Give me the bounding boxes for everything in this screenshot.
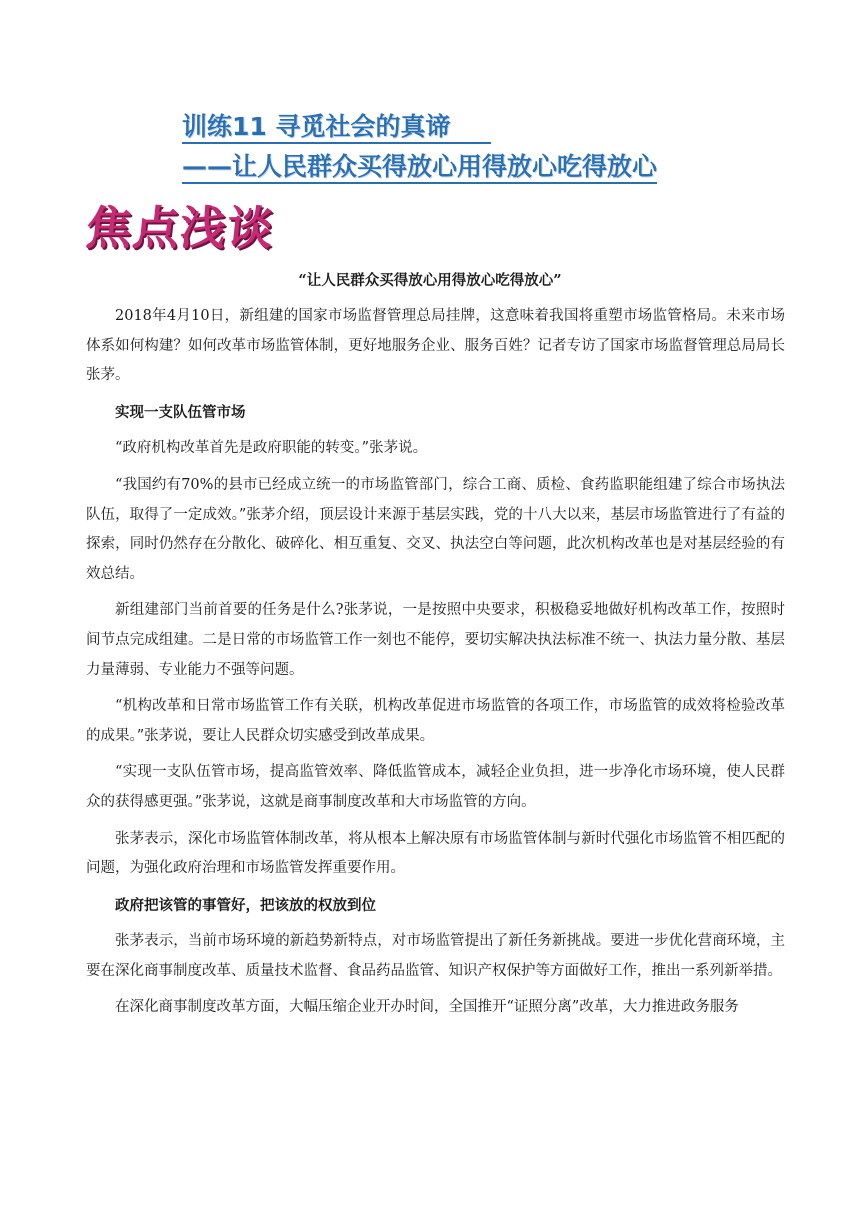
focus-talk-logo: 焦点浅谈 xyxy=(83,201,277,255)
title-line-2: ——让人民群众买得放心用得放心吃得放心 xyxy=(182,152,657,184)
paragraph: 新组建部门当前首要的任务是什么?张茅说，一是按照中央要求，积极稳妥地做好机构改革工作，按照时间节点完成组建。二是日常的市场监管工作一刻也不能停，要切实解决执法标准不统一、执法力量分散、基层力量薄弱、专业能力不强等问题。 xyxy=(86,602,785,678)
paragraph: 在深化商事制度改革方面，大幅压缩企业开办时间，全国推开“证照分离”改革，大力推进政务服务 xyxy=(115,999,739,1016)
paragraph: “机构改革和日常市场监管工作有关联，机构改革促进市场监管的各项工作，市场监管的成效将检验改革的成果。”张茅说，要让人民群众切实感受到改革成果。 xyxy=(86,698,785,744)
subheading: 实现一支队伍管市场 xyxy=(115,403,246,421)
subheading: 政府把该管的事管好，把该放的权放到位 xyxy=(115,896,376,914)
title-line-1: 训练11 寻觅社会的真谛 xyxy=(182,112,491,144)
paragraph: “政府机构改革首先是政府职能的转变。”张茅说。 xyxy=(115,440,428,457)
paragraph: 2018年4月10日，新组建的国家市场监督管理总局挂牌，这意味着我国将重塑市场监管格局。未来市场体系如何构建？如何改革市场监管体制，更好地服务企业、服务百姓？记者专访了国家市场监督管理总局局长张茅。 xyxy=(86,308,785,384)
article-title: “让人民群众买得放心用得放心吃得放心” xyxy=(298,272,562,289)
paragraph: 张茅表示，深化市场监管体制改革，将从根本上解决原有市场监管体制与新时代强化市场监管不相匹配的问题，为强化政府治理和市场监管发挥重要作用。 xyxy=(86,830,785,877)
paragraph: “我国约有70%的县市已经成立统一的市场监管部门，综合工商、质检、食药监职能组建了综合市场执法队伍，取得了一定成效。”张茅介绍，顶层设计来源于基层实践，党的十八大以来，基层市场监管进行了有益的探索，同时仍然存在分散化、破碎化、相互重复、交叉、执法空白等问题，此次机构改革也是对基层经验的有效总结。 xyxy=(86,476,785,582)
paragraph: 张茅表示，当前市场环境的新趋势新特点，对市场监管提出了新任务新挑战。要进一步优化营商环境，主要在深化商事制度改革、质量技术监督、食品药品监管、知识产权保护等方面做好工作，推出一系列新举措。 xyxy=(86,933,785,979)
article-body xyxy=(86,302,785,1030)
worksheet-title xyxy=(182,112,722,184)
paragraph: “实现一支队伍管市场，提高监管效率、降低监管成本，减轻企业负担，进一步净化市场环境，使人民群众的获得感更强。”张茅说，这就是商事制度改革和大市场监管的方向。 xyxy=(86,764,785,810)
